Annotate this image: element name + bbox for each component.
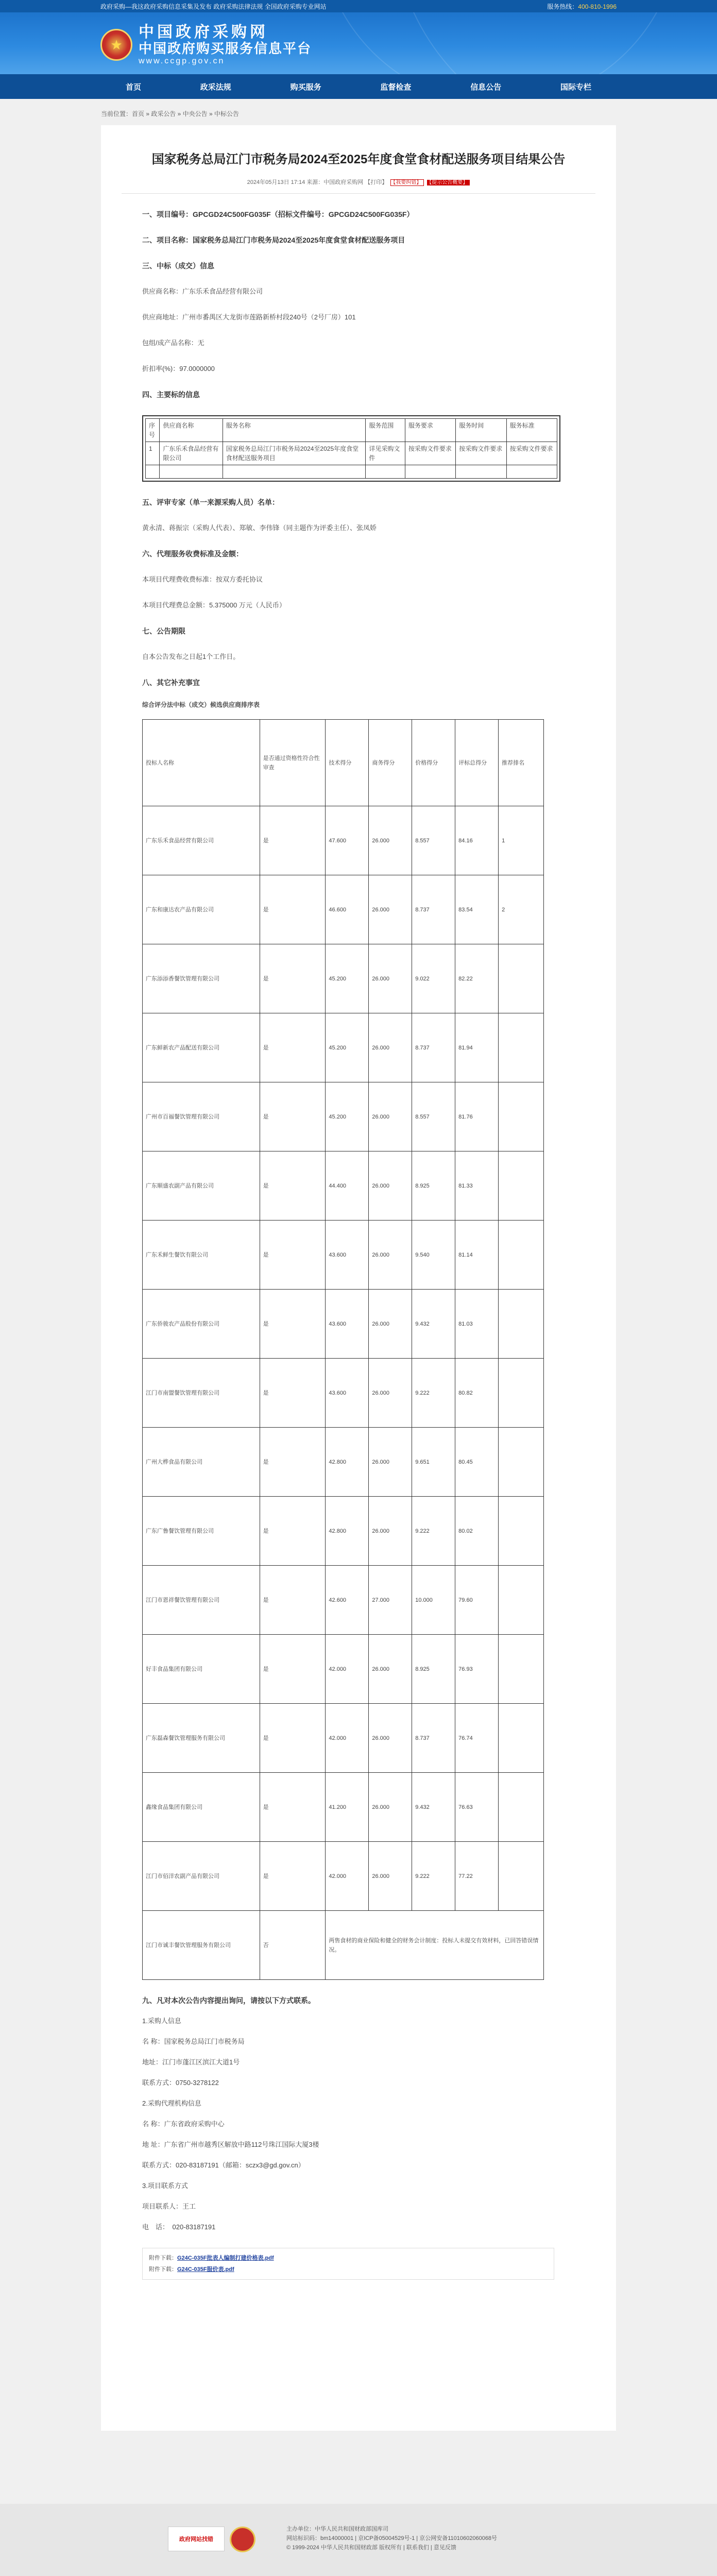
attachment-link[interactable]: G24C-035F服价表.pdf: [177, 2266, 234, 2273]
table-row: 广东乐禾食品经营有限公司 是 47.600 26.000 8.557 84.16 1: [143, 806, 544, 875]
agency-title: 2.采购代理机构信息: [142, 2099, 201, 2107]
bid-product: 包组/成产品名称：无: [142, 339, 204, 347]
logo-line1: 中国政府采购网: [139, 23, 268, 41]
score-table: [142, 719, 544, 1980]
table-row: 广东顺盛农副产品有限公司 是 44.400 26.000 8.925 81.33: [143, 1151, 544, 1221]
supplier-address: 供应商地址：广州市番禺区大龙街市莲路新桥村段240号（2号厂房）101: [142, 313, 356, 321]
breadcrumb[interactable]: 当前位置：首页 » 政采公告 » 中央公告 » 中标公告: [101, 110, 240, 117]
project-contact-title: 3.项目联系方式: [142, 2182, 188, 2190]
discount-rate: 折扣率(%)：97.0000000: [142, 365, 215, 372]
top-strip-left: 政府采购—我这政府采购信息采集及发布 政府采购法律法规 全国政府采购专业网站: [100, 3, 327, 10]
section-other: 八、其它补充事宜: [142, 679, 200, 687]
logo-line2: 中国政府购买服务信息平台: [139, 41, 312, 57]
attachment-item: 附件下载：G24C-035F批表人编制打建价格表.pdf: [149, 2255, 274, 2261]
nav-regulations[interactable]: 政采法规: [200, 82, 231, 92]
attachments: [142, 2248, 554, 2280]
project-contact-person: 项目联系人：王工: [142, 2202, 196, 2210]
nav-international[interactable]: 国际专栏: [560, 82, 591, 92]
table-row: 鑫缘食品集团有限公司 是 41.200 26.000 9.432 76.63: [143, 1773, 544, 1842]
section-project-no: 一、项目编号：GPCGD24C500FG035F（招标文件编号：GPCGD24C500FG035F）: [142, 210, 414, 218]
table-header-row: 序号 供应商名称 服务名称 服务范围 服务要求 服务时间 服务标准: [146, 419, 557, 442]
experts-list: 黄永清、蒋振宗（采购人代表）、郑敏、李伟锋（同主题作为评委主任）、张凤娇: [142, 524, 377, 532]
report-error-tag[interactable]: 【我要纠错】: [390, 179, 424, 186]
site-footer: [0, 2504, 717, 2576]
site-logo[interactable]: [100, 24, 312, 66]
hotline: 服务热线：400-810-1996: [547, 3, 617, 10]
project-contact-phone: 电 话： 020-83187191: [142, 2223, 216, 2231]
table-row: 江门市诚丰餐饮管理服务有限公司 否 两售食材的商业保险和健全的财务会计制度：投标人未提交有效材料，已回答错误情况。: [143, 1911, 544, 1980]
table-row: 广东鲜新农产品配送有限公司 是 45.200 26.000 8.737 81.94: [143, 1013, 544, 1082]
table-row: 广东侨骏农产品股份有限公司 是 43.600 26.000 9.432 81.03: [143, 1290, 544, 1359]
header-banner: [0, 12, 717, 74]
footer-info: 主办单位：中华人民共和国财政部国库司 网站标识码：bm14000001 | 京ICP备05004529号-1 | 京公网安备11010602060068号 © 1999-2024 中华人民共和国财政部 版权所有 | 联系我们 | 意见反馈: [286, 2526, 498, 2551]
section-project-name: 二、项目名称：国家税务总局江门市税务局2024至2025年度食堂食材配送服务项目: [142, 236, 405, 244]
section-experts: 五、评审专家（单一来源采购人员）名单：: [142, 498, 279, 506]
divider: [122, 193, 595, 194]
gov-site-error-badge[interactable]: 政府网站找错: [168, 2527, 225, 2551]
nav-home[interactable]: 首页: [126, 82, 142, 92]
buyer-name: 名 称：国家税务总局江门市税务局: [142, 2038, 245, 2045]
section-fee: 六、代理服务收费标准及金额：: [142, 550, 243, 558]
table-row: 1 广东乐禾食品经营有限公司 国家税务总局江门市税务局2024至2025年度食堂食材配送服务项目 详见采购文件 按采购文件要求 按采购文件要求 按采购文件要求: [146, 442, 557, 465]
table-row: 广州大桦食品有限公司 是 42.800 26.000 9.651 80.45: [143, 1428, 544, 1497]
nav-supervision[interactable]: 监督检查: [380, 82, 412, 92]
table-row: 广东广鲁餐饮管理有限公司 是 42.800 26.000 9.222 80.02: [143, 1497, 544, 1566]
table-empty-row: [146, 465, 557, 479]
article-body: [122, 209, 595, 2280]
section-winner: 三、中标（成交）信息: [142, 262, 214, 270]
attachment-item: 附件下载：G24C-035F服价表.pdf: [149, 2266, 234, 2273]
nav-announcements[interactable]: 信息公告: [470, 82, 502, 92]
score-table-title: 综合评分法中标（成交）候选供应商排序表: [142, 701, 260, 708]
attachment-link[interactable]: G24C-035F批表人编制打建价格表.pdf: [177, 2255, 274, 2261]
agency-address: 地 址：广东省广州市越秀区解放中路112号珠江国际大厦3楼: [142, 2141, 319, 2148]
agency-name: 名 称：广东省政府采购中心: [142, 2120, 225, 2128]
section-subject: 四、主要标的信息: [142, 391, 200, 399]
table-row: 广东磊森餐饮管理服务有限公司 是 42.000 26.000 8.737 76.74: [143, 1704, 544, 1773]
police-badge-icon[interactable]: [230, 2527, 255, 2552]
buyer-title: 1.采购人信息: [142, 2017, 181, 2025]
section-contact: 九、凡对本次公告内容提出询问，请按以下方式联系。: [142, 1996, 315, 2005]
table-row: 广东添添香餐饮管理有限公司 是 45.200 26.000 9.022 82.22: [143, 944, 544, 1013]
score-table-body: [143, 806, 544, 1911]
buyer-address: 地址：江门市蓬江区滨江大道1号: [142, 2058, 240, 2066]
table-row: 江门市恩祥餐饮管理有限公司 是 42.600 27.000 10.000 79.60: [143, 1566, 544, 1635]
subject-table: [145, 418, 557, 479]
summary-tag[interactable]: 【提示公告概要】: [427, 180, 470, 185]
top-strip: [0, 0, 717, 12]
table-row: 江门市南盟餐饮管理有限公司 是 43.600 26.000 9.222 80.82: [143, 1359, 544, 1428]
table-row: 好丰食品集团有限公司 是 42.000 26.000 8.925 76.93: [143, 1635, 544, 1704]
supplier-name: 供应商名称：广东乐禾食品经营有限公司: [142, 287, 263, 295]
fee-amount: 本项目代理费总金额：5.375000 万元（人民币）: [142, 601, 286, 609]
logo-url: www.ccgp.gov.cn: [139, 57, 225, 65]
nav-purchase-service[interactable]: 购买服务: [290, 82, 321, 92]
article-meta: 2024年05月13日 17:14 来源：中国政府采购网 【打印】 【我要纠错】 【提示公告概要】: [122, 178, 595, 186]
table-row: 广东禾鲜生餐饮有限公司 是 43.600 26.000 9.540 81.14: [143, 1221, 544, 1290]
table-row: 江门市佰洋农副产品有限公司 是 42.000 26.000 9.222 77.22: [143, 1842, 544, 1911]
article-container: [101, 125, 616, 2431]
section-period: 七、公告期限: [142, 627, 185, 635]
fee-standard: 本项目代理费收费标准：按双方委托协议: [142, 575, 263, 583]
main-nav: [0, 74, 717, 99]
table-header-row: 投标人名称 是否通过资格性符合性审查 技术得分 商务得分 价格得分 评标总得分 推荐排名: [143, 720, 544, 806]
national-emblem-icon: ★: [100, 29, 132, 61]
buyer-phone: 联系方式：0750-3278122: [142, 2079, 219, 2087]
period-text: 自本公告发布之日起1个工作日。: [142, 653, 240, 660]
table-row: 广东和康达农产品有限公司 是 46.600 26.000 8.737 83.54 2: [143, 875, 544, 944]
page-title: 国家税务总局江门市税务局2024至2025年度食堂食材配送服务项目结果公告: [151, 152, 566, 166]
subject-table-wrapper: [142, 415, 560, 482]
table-row: 广州市百福餐饮管理有限公司 是 45.200 26.000 8.557 81.76: [143, 1082, 544, 1151]
agency-phone: 联系方式：020-83187191（邮箱：sczx3@gd.gov.cn）: [142, 2161, 305, 2169]
